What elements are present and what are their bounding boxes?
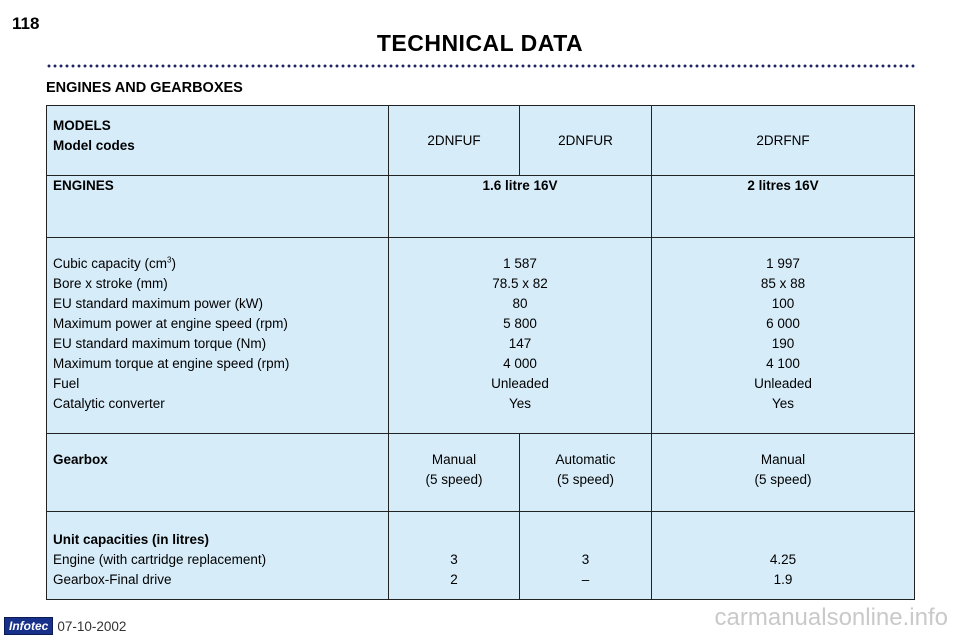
engine-1-spec-values xyxy=(389,238,652,434)
dotted-divider xyxy=(46,64,916,68)
gearbox-value-cell xyxy=(652,434,915,512)
spec-value: 1 587 xyxy=(503,256,537,271)
model-code-cell: 2DNFUF xyxy=(389,106,520,176)
spec-label: Maximum torque at engine speed (rpm) xyxy=(53,356,290,371)
gearbox-type: Automatic xyxy=(555,452,616,467)
model-code-cell: 2DNFUR xyxy=(520,106,652,176)
model-code-cell: 2DRFNF xyxy=(652,106,915,176)
page-number: 118 xyxy=(12,14,40,33)
gearbox-type: Manual xyxy=(431,452,477,467)
capacity-row-label: Gearbox-Final drive xyxy=(53,572,172,587)
unit-capacities-label: Unit capacities (in litres) xyxy=(53,532,210,547)
spec-value: 100 xyxy=(771,296,795,311)
spec-label: Maximum power at engine speed (rpm) xyxy=(53,316,288,331)
gearbox-speeds: (5 speed) xyxy=(556,472,615,487)
capacity-value: 2 xyxy=(450,572,458,587)
table-row-unit-capacities xyxy=(47,512,915,600)
spec-value: 147 xyxy=(508,336,532,351)
page-title: TECHNICAL DATA xyxy=(376,30,584,56)
spec-value: Yes xyxy=(771,396,795,411)
capacity-value: 1.9 xyxy=(773,572,793,587)
capacity-value-cell xyxy=(520,512,652,600)
table-row-gearbox xyxy=(47,434,915,512)
infotec-logo: Infotec xyxy=(4,617,53,635)
spec-label: Bore x stroke (mm) xyxy=(53,276,168,291)
spec-label: EU standard maximum torque (Nm) xyxy=(53,336,267,351)
table-row-models xyxy=(47,106,915,176)
spec-value: Unleaded xyxy=(491,376,549,391)
table-row-engines xyxy=(47,176,915,238)
capacity-row-label: Engine (with cartridge replacement) xyxy=(53,552,267,567)
capacity-value-cell xyxy=(652,512,915,600)
spec-value: 78.5 x 82 xyxy=(492,276,548,291)
footer-date: 07-10-2002 xyxy=(57,618,127,634)
engine-2-spec-values xyxy=(652,238,915,434)
spec-value: Unleaded xyxy=(754,376,812,391)
model-codes-label: Model codes xyxy=(53,138,135,153)
spec-label: Fuel xyxy=(53,376,80,391)
unit-capacities-label-cell xyxy=(47,512,389,600)
gearbox-label-cell xyxy=(47,434,389,512)
capacity-value-cell xyxy=(389,512,520,600)
watermark: carmanualsonline.info xyxy=(714,604,948,631)
gearbox-label: Gearbox xyxy=(53,452,108,467)
spec-value: 4 100 xyxy=(766,356,800,371)
capacity-value: 4.25 xyxy=(769,552,797,567)
table-row-specifications xyxy=(47,238,915,434)
footer xyxy=(4,617,126,635)
gearbox-type: Manual xyxy=(760,452,806,467)
spec-value: 1 997 xyxy=(766,256,800,271)
spec-value: 80 xyxy=(512,296,528,311)
engine-type-cell: 2 litres 16V xyxy=(652,176,915,238)
spec-labels-cell xyxy=(47,238,389,434)
spec-label: Catalytic converter xyxy=(53,396,165,411)
spec-label: Cubic capacity $(cm^3)$ xyxy=(53,255,176,271)
spec-value: Yes xyxy=(508,396,532,411)
spec-value: 5 800 xyxy=(503,316,537,331)
spec-label: EU standard maximum power (kW) xyxy=(53,296,264,311)
section-heading: ENGINES AND GEARBOXES xyxy=(46,80,243,96)
gearbox-value-cell xyxy=(520,434,652,512)
spec-value: 85 x 88 xyxy=(760,276,806,291)
gearbox-speeds: (5 speed) xyxy=(425,472,483,487)
engines-label: ENGINES xyxy=(47,176,389,238)
capacity-value: 3 xyxy=(450,552,458,567)
capacity-value: 3 xyxy=(581,552,590,567)
models-label-cell xyxy=(47,106,389,176)
capacity-value: – xyxy=(581,572,590,587)
spec-value: 4 000 xyxy=(503,356,537,371)
spec-value: 6 000 xyxy=(766,316,800,331)
engines-gearboxes-table xyxy=(46,105,915,600)
engine-type-cell: 1.6 litre 16V xyxy=(389,176,652,238)
gearbox-speeds: (5 speed) xyxy=(754,472,812,487)
gearbox-value-cell xyxy=(389,434,520,512)
spec-value: 190 xyxy=(771,336,795,351)
models-label: MODELS xyxy=(53,118,111,133)
